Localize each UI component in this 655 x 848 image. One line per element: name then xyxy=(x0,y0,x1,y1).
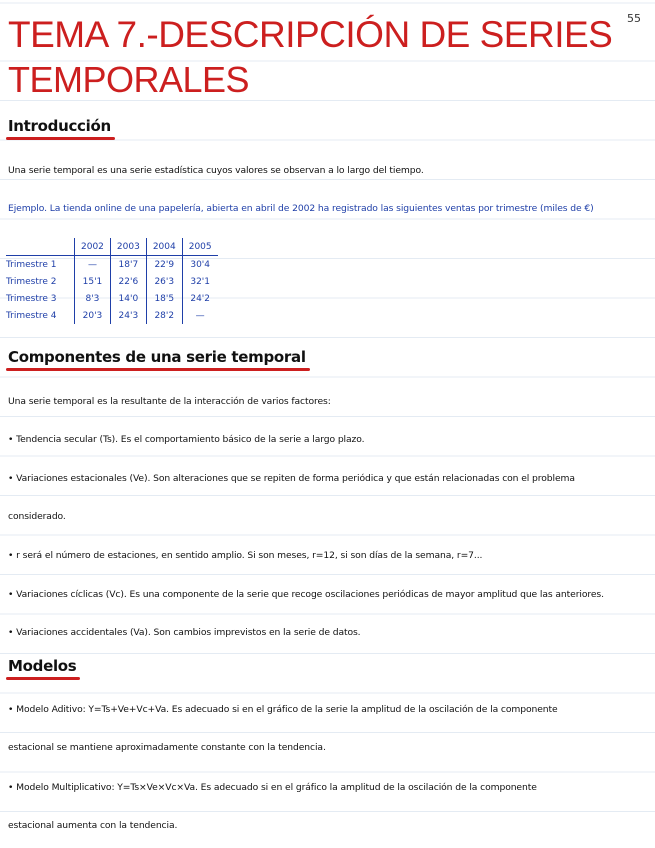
table-header-cell: 2002 xyxy=(75,238,111,256)
table-cell: 8'3 xyxy=(75,290,111,307)
model-additive-cont: estacional se mantiene aproximadamente constante con la tendencia. xyxy=(8,742,326,753)
table-cell: 30'4 xyxy=(182,256,217,274)
table-header-row xyxy=(6,238,218,256)
sales-table xyxy=(6,238,218,324)
intro-heading xyxy=(8,117,111,135)
table-header-cell: 2003 xyxy=(110,238,146,256)
row-label: Trimestre 1 xyxy=(6,259,57,270)
component-seasonal-cont: considerado. xyxy=(8,511,66,522)
intro-heading-text: Introducción xyxy=(8,117,111,135)
heading-underline xyxy=(6,137,115,140)
intro-example: Ejemplo. La tienda online de una papelería, abierta en abril de 2002 ha registrado las siguientes ventas por trimestre (miles de €) xyxy=(8,203,594,214)
model-additive: • Modelo Aditivo: Y=Ts+Ve+Vc+Va. Es adecuado si en el gráfico de la serie la amplitud de la oscilación de la componente xyxy=(8,704,558,715)
intro-definition: Una serie temporal es una serie estadística cuyos valores se observan a lo largo del tiempo. xyxy=(8,165,424,176)
table-header-cell: 2004 xyxy=(146,238,182,256)
table-cell: 26'3 xyxy=(146,273,182,290)
heading-underline xyxy=(6,368,310,371)
component-stations: • r será el número de estaciones, en sentido amplio. Si son meses, r=12, si son días de la semana, r=7... xyxy=(8,550,483,561)
table-cell: 15'1 xyxy=(75,273,111,290)
component-trend: • Tendencia secular (Ts). Es el comportamiento básico de la serie a largo plazo. xyxy=(8,434,365,445)
table-cell: 18'7 xyxy=(110,256,146,274)
models-heading-text: Modelos xyxy=(8,657,77,675)
table-cell: 20'3 xyxy=(75,307,111,324)
table-cell: 22'6 xyxy=(110,273,146,290)
page-title-line-1: TEMA 7.-DESCRIPCIÓN DE SERIES xyxy=(8,14,613,55)
table-cell: 28'2 xyxy=(146,307,182,324)
table-corner xyxy=(6,238,75,256)
table-header-cell: 2005 xyxy=(182,238,217,256)
table-cell: 32'1 xyxy=(182,273,217,290)
row-label: Trimestre 2 xyxy=(6,276,57,287)
components-heading xyxy=(8,348,306,366)
table-row xyxy=(6,256,218,274)
table-cell: — xyxy=(182,307,217,324)
table-cell: 22'9 xyxy=(146,256,182,274)
components-intro: Una serie temporal es la resultante de la interacción de varios factores: xyxy=(8,396,331,407)
model-multiplicative: • Modelo Multiplicativo: Y=Ts×Ve×Vc×Va. Es adecuado si en el gráfico la amplitud de la oscilación de la componente xyxy=(8,782,537,793)
table-row xyxy=(6,307,218,324)
component-seasonal: • Variaciones estacionales (Ve). Son alteraciones que se repiten de forma periódica y que están relacionadas con el problema xyxy=(8,473,575,484)
components-heading-text: Componentes de una serie temporal xyxy=(8,348,306,366)
model-multiplicative-cont: estacional aumenta con la tendencia. xyxy=(8,820,178,831)
heading-underline xyxy=(6,677,80,680)
page-title-line-2: TEMPORALES xyxy=(8,59,250,100)
table-row xyxy=(6,273,218,290)
table-cell: 24'3 xyxy=(110,307,146,324)
table-row xyxy=(6,290,218,307)
table-cell: 14'0 xyxy=(110,290,146,307)
table-cell: 24'2 xyxy=(182,290,217,307)
component-accidental: • Variaciones accidentales (Va). Son cambios imprevistos en la serie de datos. xyxy=(8,627,361,638)
models-heading xyxy=(8,657,76,675)
table-cell: 18'5 xyxy=(146,290,182,307)
component-cyclic: • Variaciones cíclicas (Vc). Es una componente de la serie que recoge oscilaciones periódicas de mayor amplitud que las anteriores. xyxy=(8,589,604,600)
row-label: Trimestre 4 xyxy=(6,310,57,321)
page-number: 55 xyxy=(627,12,641,25)
table-cell: — xyxy=(75,256,111,274)
row-label: Trimestre 3 xyxy=(6,293,57,304)
